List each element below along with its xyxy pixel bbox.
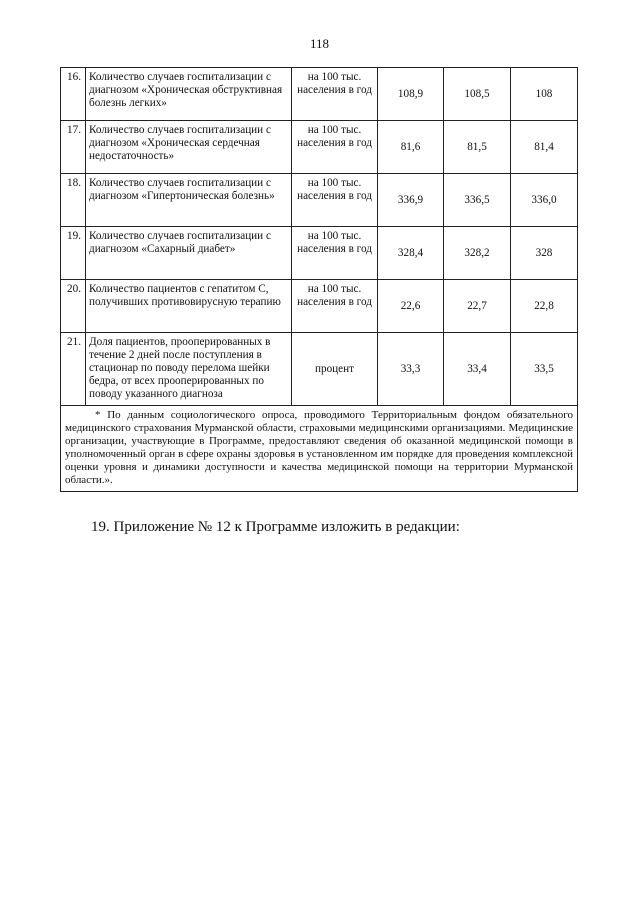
indicator-name: Количество случаев госпитализации с диагнозом «Хроническая сердечная недостаточность» bbox=[86, 121, 292, 174]
closing-paragraph: 19. Приложение № 12 к Программе изложить в редакции: bbox=[91, 519, 460, 535]
value-cell: 336,5 bbox=[444, 174, 511, 227]
row-number: 21. bbox=[61, 333, 86, 406]
page-number: 118 bbox=[309, 36, 330, 51]
value-cell: 33,5 bbox=[511, 333, 578, 406]
value-cell: 328 bbox=[511, 227, 578, 280]
value-cell: 336,0 bbox=[511, 174, 578, 227]
footnote-row bbox=[61, 406, 578, 492]
value-cell: 81,5 bbox=[444, 121, 511, 174]
value-cell: 328,4 bbox=[378, 227, 444, 280]
indicator-name: Количество случаев госпитализации с диагнозом «Сахарный диабет» bbox=[86, 227, 292, 280]
table-row bbox=[61, 227, 578, 280]
row-number: 18. bbox=[61, 174, 86, 227]
value-cell: 33,4 bbox=[444, 333, 511, 406]
row-number: 19. bbox=[61, 227, 86, 280]
indicator-name: Количество случаев госпитализации с диагнозом «Хроническая обструктивная болезнь легких» bbox=[86, 68, 292, 121]
indicator-name: Количество пациентов с гепатитом С, получивших противовирусную терапию bbox=[86, 280, 292, 333]
value-cell: 22,8 bbox=[511, 280, 578, 333]
row-number: 20. bbox=[61, 280, 86, 333]
unit-of-measure: на 100 тыс. населения в год bbox=[292, 174, 378, 227]
value-cell: 81,6 bbox=[378, 121, 444, 174]
unit-of-measure: процент bbox=[292, 333, 378, 406]
value-cell: 22,7 bbox=[444, 280, 511, 333]
indicator-name: Доля пациентов, прооперированных в течение 2 дней после поступления в стационар по поводу перелома шейки бедра, от всех прооперированных по поводу указанного диагноза bbox=[86, 333, 292, 406]
footnote-cell bbox=[61, 406, 578, 492]
unit-of-measure: на 100 тыс. населения в год bbox=[292, 68, 378, 121]
table-row bbox=[61, 280, 578, 333]
value-cell: 108 bbox=[511, 68, 578, 121]
table-row bbox=[61, 121, 578, 174]
value-cell: 108,5 bbox=[444, 68, 511, 121]
table-row bbox=[61, 174, 578, 227]
unit-of-measure: на 100 тыс. населения в год bbox=[292, 280, 378, 333]
unit-of-measure: на 100 тыс. населения в год bbox=[292, 227, 378, 280]
value-cell: 108,9 bbox=[378, 68, 444, 121]
table-row bbox=[61, 68, 578, 121]
indicators-table bbox=[60, 67, 578, 492]
indicator-name: Количество случаев госпитализации с диагнозом «Гипертоническая болезнь» bbox=[86, 174, 292, 227]
row-number: 17. bbox=[61, 121, 86, 174]
value-cell: 22,6 bbox=[378, 280, 444, 333]
value-cell: 336,9 bbox=[378, 174, 444, 227]
unit-of-measure: на 100 тыс. населения в год bbox=[292, 121, 378, 174]
value-cell: 81,4 bbox=[511, 121, 578, 174]
row-number: 16. bbox=[61, 68, 86, 121]
footnote-text: * По данным социологического опроса, проводимого Территориальным фондом обязательного медицинского страхования Мурманской области, страховыми медицинскими организациями. Медицинские организации, участвующие в Программе, предоставляют сведения об оказанной медицинской помощи в уполномоченный орган в сфере охраны здоровья в установленном им порядке для проведения комплексной оценки уровня и динамики доступности и качества медицинской помощи на территории Мурманской области.». bbox=[65, 409, 573, 486]
value-cell: 33,3 bbox=[378, 333, 444, 406]
table-row bbox=[61, 333, 578, 406]
value-cell: 328,2 bbox=[444, 227, 511, 280]
